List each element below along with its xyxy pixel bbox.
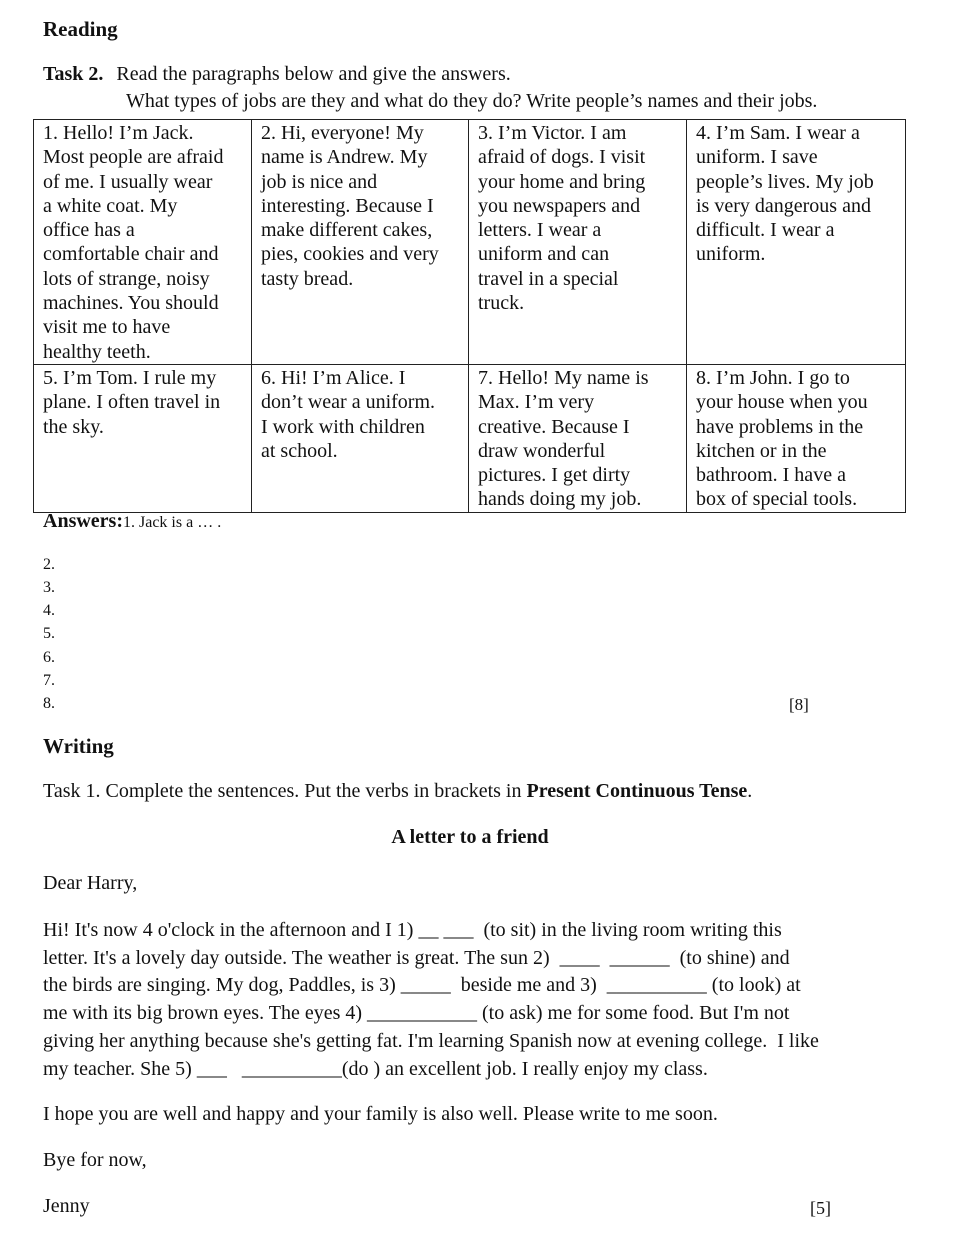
answer-line-7: 7. [43, 672, 55, 689]
paragraph-cell-5: 5. I’m Tom. I rule my plane. I often travel in the sky. [34, 364, 252, 512]
paragraph-cell-3: 3. I’m Victor. I am afraid of dogs. I visit your home and bring you newspapers and letters. I wear a uniform and can travel in a special truck. [469, 120, 687, 365]
task-1-suffix: . [747, 780, 753, 802]
answers-line [43, 510, 221, 533]
task-1-tense: Present Continuous Tense [526, 780, 748, 802]
letter-line-1: Hi! It's now 4 o'clock in the afternoon and I 1) __ ___ (to sit) in the living room writing this [43, 919, 782, 941]
answer-line-2: 2. [43, 556, 55, 573]
letter-line-3: the birds are singing. My dog, Paddles, is 3) _____ beside me and 3) __________ (to look) at [43, 974, 801, 997]
task-1-line [43, 780, 752, 803]
letter-body [43, 917, 908, 1083]
paragraph-cell-7: 7. Hello! My name is Max. I’m very creative. Because I draw wonderful pictures. I get dirty hands doing my job. [469, 364, 687, 512]
paragraph-cell-1: 1. Hello! I’m Jack. Most people are afraid of me. I usually wear a white coat. My office has a comfortable chair and lots of strange, noisy machines. You should visit me to have healthy teeth. [34, 120, 252, 365]
paragraph-cell-2: 2. Hi, everyone! My name is Andrew. My job is nice and interesting. Because I make different cakes, pies, cookies and very tasty bread. [252, 120, 469, 365]
task-2-question: What types of jobs are they and what do they do? Write people’s names and their jobs. [126, 90, 818, 112]
letter-signature: Jenny [43, 1195, 90, 1217]
task-1-instruction: Task 1. Complete the sentences. Put the verbs in brackets in [43, 780, 527, 802]
reading-score: [8] [789, 695, 809, 714]
reading-heading: Reading [43, 17, 118, 41]
task-2-label: Task 2. [43, 63, 104, 85]
letter-line-5: giving her anything because she's getting fat. I'm learning Spanish now at evening college. I like [43, 1029, 819, 1052]
letter-line-6: my teacher. She 5) ___ __________(do ) an excellent job. I really enjoy my class. [43, 1057, 708, 1080]
answer-line-3: 3. [43, 579, 55, 596]
paragraph-cell-6: 6. Hi! I’m Alice. I don’t wear a uniform. I work with children at school. [252, 364, 469, 512]
task-2-line [43, 63, 511, 86]
letter-greeting: Dear Harry, [43, 872, 138, 894]
answer-line-4: 4. [43, 602, 55, 619]
paragraph-cell-8: 8. I’m John. I go to your house when you have problems in the kitchen or in the bathroom. I have a box of special tools. [687, 364, 906, 512]
task-2-instruction: Read the paragraphs below and give the answers. [116, 63, 511, 85]
letter-title: A letter to a friend [391, 826, 549, 848]
paragraphs-table [33, 119, 906, 513]
paragraph-cell-4: 4. I’m Sam. I wear a uniform. I save people’s lives. My job is very dangerous and difficult. I wear a uniform. [687, 120, 906, 365]
writing-score: [5] [810, 1198, 831, 1218]
answers-label: Answers: [43, 510, 123, 532]
answer-line-1: 1. Jack is a … . [123, 514, 222, 531]
answer-line-8: 8. [43, 695, 55, 712]
letter-line-2: letter. It's a lovely day outside. The weather is great. The sun 2) ____ ______ (to shine) and [43, 946, 790, 969]
letter-sign-off: Bye for now, [43, 1149, 147, 1171]
answer-line-6: 6. [43, 649, 55, 666]
answer-line-5: 5. [43, 625, 55, 642]
writing-heading: Writing [43, 734, 114, 758]
letter-closing-paragraph: I hope you are well and happy and your family is also well. Please write to me soon. [43, 1103, 718, 1125]
letter-line-4: me with its big brown eyes. The eyes 4) ___________ (to ask) me for some food. But I'm not [43, 1002, 790, 1025]
